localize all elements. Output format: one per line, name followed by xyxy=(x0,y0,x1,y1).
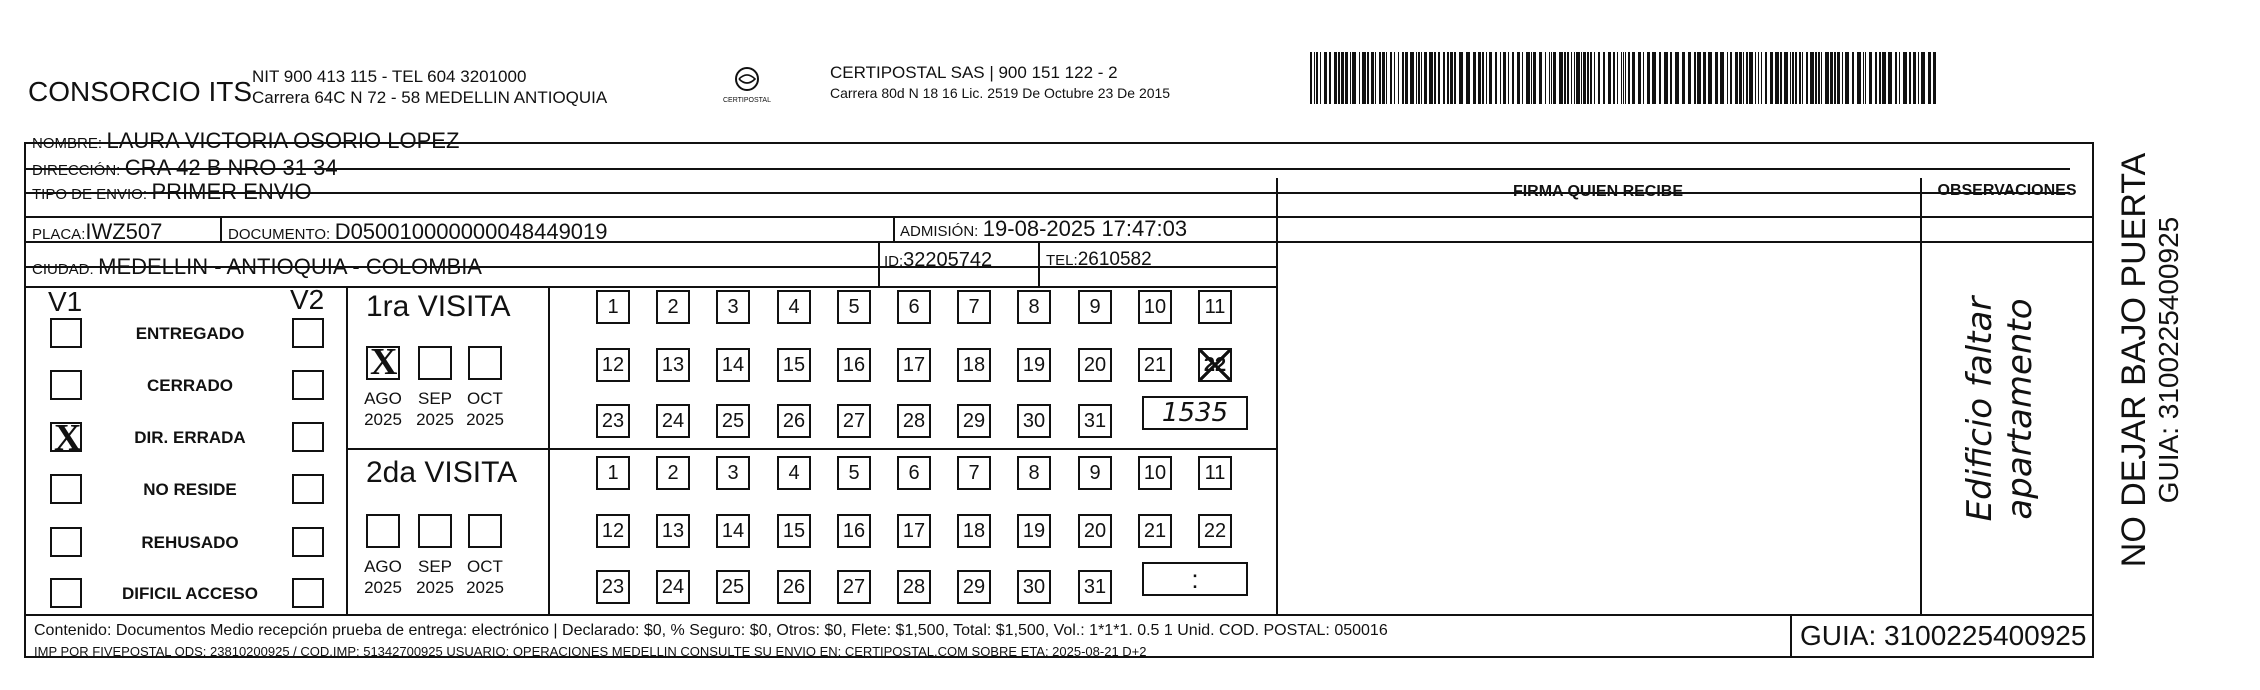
rule xyxy=(24,286,1276,288)
visit2-title: 2da VISITA xyxy=(366,456,518,489)
status-label: DIFICIL ACCESO xyxy=(121,584,258,603)
day-cell[interactable]: 9 xyxy=(1078,290,1112,324)
day-cell[interactable]: 22 xyxy=(1198,514,1232,548)
rule xyxy=(1038,241,1040,286)
day-cell[interactable]: 1 xyxy=(596,290,630,324)
observaciones-text xyxy=(1930,214,2070,604)
day-cell[interactable]: 13 xyxy=(656,514,690,548)
status-label: REHUSADO xyxy=(141,533,239,552)
day-cell[interactable]: 5 xyxy=(837,290,871,324)
day-cell[interactable]: 18 xyxy=(957,348,991,382)
v1-checkbox[interactable] xyxy=(50,318,82,348)
day-cell[interactable]: 30 xyxy=(1017,570,1051,604)
company-address-line: Carrera 64C N 72 - 58 MEDELLIN ANTIOQUIA xyxy=(252,88,608,107)
v1-checkbox[interactable] xyxy=(50,370,82,400)
v2-header: V2 xyxy=(290,284,325,315)
day-cell[interactable]: 22 xyxy=(1198,348,1232,382)
day-cell[interactable]: 1 xyxy=(596,456,630,490)
visit1-time[interactable]: 1535 xyxy=(1142,396,1248,430)
month-checkbox[interactable] xyxy=(366,514,400,548)
day-cell[interactable]: 7 xyxy=(957,290,991,324)
month-name: AGO xyxy=(364,389,402,408)
day-cell[interactable]: 20 xyxy=(1078,348,1112,382)
day-cell[interactable]: 24 xyxy=(656,404,690,438)
observaciones-header: OBSERVACIONES xyxy=(1937,182,2077,199)
day-cell[interactable]: 3 xyxy=(716,290,750,324)
firma-header: FIRMA QUIEN RECIBE xyxy=(1512,183,1684,200)
month-year: 2025 xyxy=(364,410,402,429)
day-cell[interactable]: 15 xyxy=(777,514,811,548)
rule xyxy=(878,241,880,286)
company-nit-line: NIT 900 413 115 - TEL 604 3201000 xyxy=(252,67,527,86)
month-checkbox[interactable] xyxy=(468,346,502,380)
day-cell[interactable]: 5 xyxy=(837,456,871,490)
month-year: 2025 xyxy=(466,578,504,597)
carrier-logo xyxy=(718,64,776,108)
rule xyxy=(1790,614,1792,658)
v2-checkbox[interactable] xyxy=(292,370,324,400)
tipo-envio-value: PRIMER ENVIO xyxy=(151,179,312,204)
day-cell[interactable]: 29 xyxy=(957,570,991,604)
day-cell[interactable]: 8 xyxy=(1017,290,1051,324)
month-year: 2025 xyxy=(364,578,402,597)
day-cell[interactable]: 16 xyxy=(837,348,871,382)
day-cell[interactable]: 25 xyxy=(716,570,750,604)
side-guia: GUIA: 3100225400925 xyxy=(2153,216,2184,504)
observaciones-line-1: Edificio faltar xyxy=(1960,296,2000,522)
month-checkbox[interactable] xyxy=(468,514,502,548)
footer-imp: IMP POR FIVEPOSTAL ODS: 23810200925 / COD.IMP: 51342700925 USUARIO: OPERACIONES MEDELLIN CONSULTE SU ENVIO EN: CERTIPOSTAL.COM SOBRE ETA: 2025-08-21 D+2 xyxy=(34,644,1147,659)
tel-field: TEL:2610582 xyxy=(1046,249,1152,270)
no-dejar-bajo-puerta: NO DEJAR BAJO PUERTA xyxy=(2115,152,2153,568)
rule xyxy=(1276,178,1278,614)
rule xyxy=(548,286,550,614)
company-info xyxy=(252,66,607,108)
month-checkbox[interactable] xyxy=(418,514,452,548)
status-label: ENTREGADO xyxy=(135,324,245,343)
day-cell[interactable]: 6 xyxy=(897,456,931,490)
observaciones-line-2: apartamento xyxy=(2000,298,2040,520)
day-cell[interactable]: 27 xyxy=(837,404,871,438)
day-cell[interactable]: 20 xyxy=(1078,514,1112,548)
month-checkbox[interactable] xyxy=(366,341,400,383)
day-cell[interactable]: 28 xyxy=(897,570,931,604)
day-cell[interactable]: 31 xyxy=(1078,404,1112,438)
rule xyxy=(346,286,348,614)
direccion-field: DIRECCIÓN: CRA 42 B NRO 31 34 xyxy=(32,155,338,180)
day-cell[interactable]: 15 xyxy=(777,348,811,382)
v1-checkbox[interactable] xyxy=(50,474,82,504)
day-cell[interactable]: 2 xyxy=(656,290,690,324)
v2-checkbox[interactable] xyxy=(292,422,324,452)
day-cell[interactable]: 31 xyxy=(1078,570,1112,604)
day-cell[interactable]: 29 xyxy=(957,404,991,438)
day-cell[interactable]: 24 xyxy=(656,570,690,604)
ciudad-value: MEDELLIN - ANTIOQUIA - COLOMBIA xyxy=(98,254,482,279)
side-rotated-text xyxy=(2100,130,2200,590)
day-cell[interactable]: 30 xyxy=(1017,404,1051,438)
day-cell[interactable]: 17 xyxy=(897,514,931,548)
status-label: CERRADO xyxy=(147,376,233,395)
v1-mark: X xyxy=(54,417,82,459)
day-cell[interactable]: 21 xyxy=(1138,348,1172,382)
v1-checkbox[interactable] xyxy=(50,417,82,459)
day-cell[interactable]: 14 xyxy=(716,514,750,548)
day-cell[interactable]: 25 xyxy=(716,404,750,438)
month-mark: X xyxy=(370,341,398,383)
documento-value: D050010000000048449019 xyxy=(334,219,608,244)
nombre-field: NOMBRE: LAURA VICTORIA OSORIO LOPEZ xyxy=(32,128,460,153)
day-cell[interactable]: 4 xyxy=(777,290,811,324)
firma-area[interactable] xyxy=(1280,244,1916,612)
svg-text:CERTIPOSTAL: CERTIPOSTAL xyxy=(723,97,771,104)
tipo-envio-field: TIPO DE ENVIO: PRIMER ENVIO xyxy=(32,179,312,204)
v2-checkbox[interactable] xyxy=(292,474,324,504)
day-cell[interactable]: 19 xyxy=(1017,514,1051,548)
month-label xyxy=(359,388,407,430)
day-cell[interactable]: 8 xyxy=(1017,456,1051,490)
month-label xyxy=(411,388,459,430)
rule xyxy=(220,216,222,241)
month-name: OCT xyxy=(467,389,503,408)
day-cell[interactable]: 18 xyxy=(957,514,991,548)
day-cell[interactable]: 9 xyxy=(1078,456,1112,490)
day-cell[interactable]: 27 xyxy=(837,570,871,604)
ciudad-field: CIUDAD: MEDELLIN - ANTIOQUIA - COLOMBIA xyxy=(32,254,482,279)
id-value: 32205742 xyxy=(903,249,993,271)
day-cell[interactable]: 26 xyxy=(777,404,811,438)
day-cell[interactable]: 26 xyxy=(777,570,811,604)
v1-header: V1 xyxy=(48,286,83,317)
footer-guia: GUIA: 3100225400925 xyxy=(1800,620,2087,651)
footer-contenido: Contenido: Documentos Medio recepción prueba de entrega: electrónico | Declarado: $0, % Seguro: $0, Otros: $0, Flete: $1,500, Total: $1,500, Vol.: 1*1*1. 0.5 1 Unid. COD. POSTAL: 050016 xyxy=(34,622,1388,639)
day-cell[interactable]: 23 xyxy=(596,570,630,604)
day-cell[interactable]: 10 xyxy=(1138,456,1172,490)
day-cell[interactable]: 2 xyxy=(656,456,690,490)
placa-field: PLACA:IWZ507 xyxy=(32,219,163,244)
rule xyxy=(24,614,2094,616)
v2-checkbox[interactable] xyxy=(292,527,324,557)
v1-checkbox[interactable] xyxy=(50,578,82,608)
status-label: NO RESIDE xyxy=(143,480,237,499)
direccion-value: CRA 42 B NRO 31 34 xyxy=(124,155,338,180)
month-label xyxy=(411,556,459,598)
month-label xyxy=(359,556,407,598)
nombre-value: LAURA VICTORIA OSORIO LOPEZ xyxy=(106,128,460,153)
month-year: 2025 xyxy=(416,410,454,429)
barcode xyxy=(1310,52,1940,104)
day-cell[interactable]: 21 xyxy=(1138,514,1172,548)
v2-checkbox[interactable] xyxy=(292,578,324,608)
day-cell[interactable]: 6 xyxy=(897,290,931,324)
day-cell[interactable]: 19 xyxy=(1017,348,1051,382)
rule xyxy=(1920,178,1922,614)
admision-field: ADMISIÓN: 19-08-2025 17:47:03 xyxy=(900,216,1188,241)
month-label xyxy=(461,556,509,598)
month-year: 2025 xyxy=(466,410,504,429)
company-name: CONSORCIO ITS xyxy=(28,76,253,107)
month-label xyxy=(461,388,509,430)
id-field: ID:32205742 xyxy=(884,249,993,271)
day-cell[interactable]: 23 xyxy=(596,404,630,438)
month-name: OCT xyxy=(467,557,503,576)
v2-checkbox[interactable] xyxy=(292,318,324,348)
day-cell[interactable]: 4 xyxy=(777,456,811,490)
day-cell[interactable]: 11 xyxy=(1198,290,1232,324)
day-cell[interactable]: 7 xyxy=(957,456,991,490)
visit2-time[interactable]: : xyxy=(1142,562,1248,596)
placa-value: IWZ507 xyxy=(85,219,163,244)
day-cell[interactable]: 12 xyxy=(596,514,630,548)
day-cell[interactable]: 13 xyxy=(656,348,690,382)
month-name: AGO xyxy=(364,557,402,576)
rule xyxy=(346,448,1276,450)
month-name: SEP xyxy=(417,389,453,408)
carrier-line-2: Carrera 80d N 18 16 Lic. 2519 De Octubre 23 De 2015 xyxy=(830,85,1171,101)
day-cell[interactable]: 16 xyxy=(837,514,871,548)
day-cell[interactable]: 11 xyxy=(1198,456,1232,490)
tel-value: 2610582 xyxy=(1077,249,1152,270)
month-year: 2025 xyxy=(416,578,454,597)
carrier-line-1: CERTIPOSTAL SAS | 900 151 122 - 2 xyxy=(830,63,1118,82)
day-cell[interactable]: 12 xyxy=(596,348,630,382)
day-cell[interactable]: 14 xyxy=(716,348,750,382)
v1-checkbox[interactable] xyxy=(50,527,82,557)
visit1-title: 1ra VISITA xyxy=(366,290,511,323)
day-cell[interactable]: 17 xyxy=(897,348,931,382)
status-label: DIR. ERRADA xyxy=(134,428,246,447)
rule xyxy=(893,216,895,241)
day-cell[interactable]: 3 xyxy=(716,456,750,490)
carrier-info xyxy=(830,62,1170,104)
day-cell[interactable]: 28 xyxy=(897,404,931,438)
month-name: SEP xyxy=(417,557,453,576)
admision-value: 19-08-2025 17:47:03 xyxy=(982,216,1188,241)
documento-field: DOCUMENTO: D050010000000048449019 xyxy=(228,219,608,244)
month-checkbox[interactable] xyxy=(418,346,452,380)
day-cell[interactable]: 10 xyxy=(1138,290,1172,324)
